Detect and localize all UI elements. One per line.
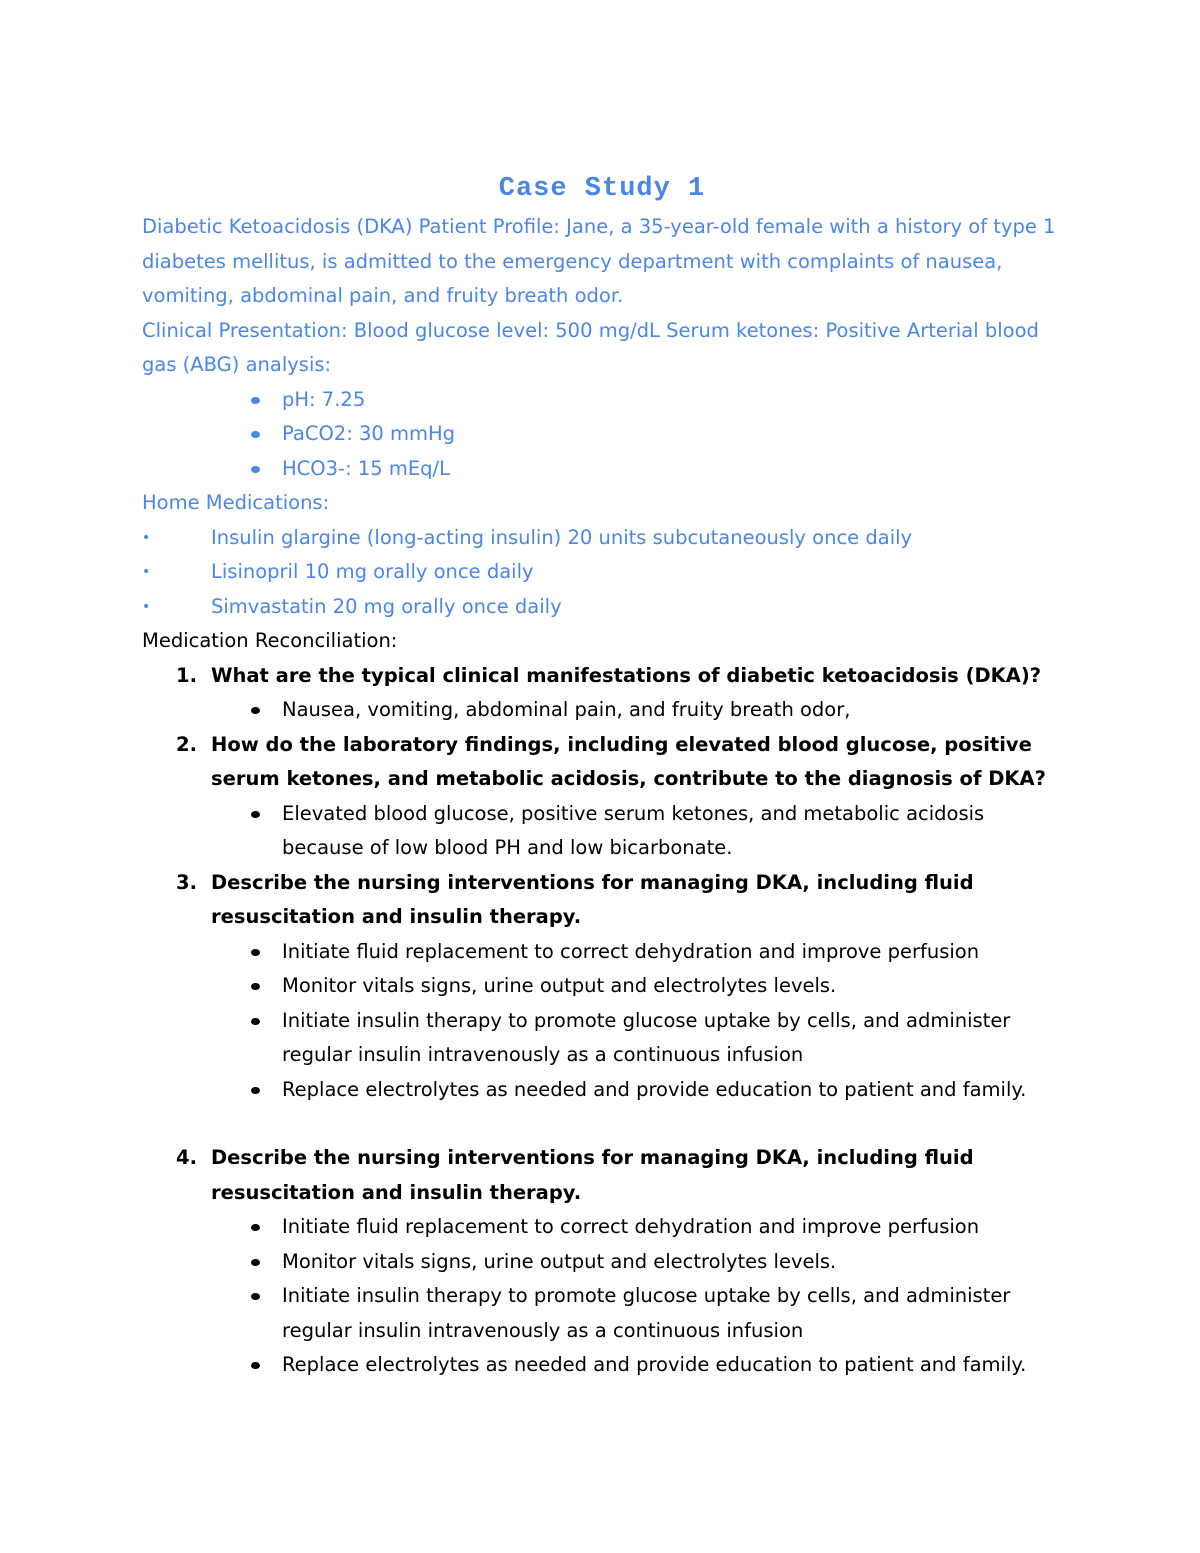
answer-item [211,935,1062,970]
bullet-icon [251,1362,260,1369]
question-number: 2. [176,732,197,756]
medication-text: Simvastatin 20 mg orally once daily [211,594,562,618]
answer-text: Monitor vitals signs, urine output and electrolytes levels. [282,974,837,997]
abg-value: HCO3-: 15 mEq/L [282,456,450,480]
answer-item [211,1004,1062,1073]
bullet-icon [251,466,260,473]
answer-list [211,797,1062,866]
question-item-2 [142,728,1062,866]
patient-profile: Diabetic Ketoacidosis (DKA) Patient Profile: Jane, a 35-year-old female with a history of type 1 diabetes mellitus, is admitted to the emergency department with complaints of nausea, vomiting, abdominal pain, and fruity breath odor. [142,215,1056,307]
bullet-icon [251,1018,260,1025]
answer-text: Replace electrolytes as needed and provide education to patient and family. [282,1353,1027,1376]
abg-value: pH: 7.25 [282,387,366,411]
abg-item [249,417,1062,452]
answer-item [211,969,1062,1004]
medication-item [142,590,1062,625]
answer-text: Replace electrolytes as needed and provide education to patient and family. [282,1077,1027,1101]
question-number: 4. [176,1146,197,1169]
question-item-1 [142,659,1062,728]
medication-text: Lisinopril 10 mg orally once daily [211,560,534,583]
reconciliation-heading: Medication Reconciliation: [142,629,398,652]
question-text: Describe the nursing interventions for managing DKA, including fluid resuscitation and insulin therapy. [211,1146,974,1204]
bullet-icon [251,983,260,990]
answer-list [211,1210,1062,1383]
abg-item [249,383,1062,418]
answer-text: Initiate fluid replacement to correct dehydration and improve perfusion [282,939,980,963]
bullet-icon [251,1224,260,1231]
bullet-icon [251,1087,260,1094]
answer-item [211,1348,1062,1383]
bullet-icon [251,811,260,818]
question-text: Describe the nursing interventions for managing DKA, including fluid resuscitation and insulin therapy. [211,870,974,928]
spacer [211,1107,1062,1141]
question-text: How do the laboratory findings, including elevated blood glucose, positive serum ketones, and metabolic acidosis, contribute to the diagnosis of DKA? [211,732,1046,790]
answer-item [211,1279,1062,1348]
home-medications-list [142,521,1062,625]
question-text: What are the typical clinical manifestations of diabetic ketoacidosis (DKA)? [211,663,1042,687]
question-number: 1. [176,663,197,687]
answer-text: Initiate insulin therapy to promote glucose uptake by cells, and administer regular insulin intravenously as a continuous infusion [282,1008,1011,1066]
answer-item [211,1245,1062,1280]
answer-text: Monitor vitals signs, urine output and electrolytes levels. [282,1249,837,1273]
document-page [142,172,1062,1383]
answer-list [211,693,1062,728]
bullet-icon [251,1259,260,1266]
page-title: Case Study 1 [498,174,706,204]
question-item-3 [142,866,1062,1142]
bullet-icon: • [142,598,151,615]
answer-item [211,797,1062,866]
answer-text: Initiate fluid replacement to correct dehydration and improve perfusion [282,1215,980,1238]
bullet-icon [251,397,260,404]
bullet-icon [251,1293,260,1300]
medication-item [142,555,1062,590]
home-medications-heading: Home Medications: [142,491,330,514]
answer-text: Nausea, vomiting, abdominal pain, and fruity breath odor, [282,698,851,721]
bullet-icon [251,431,260,438]
answer-item [211,1073,1062,1108]
answer-item [211,693,1062,728]
abg-list [142,383,1062,487]
answer-text: Elevated blood glucose, positive serum ketones, and metabolic acidosis because of low blood PH and low bicarbonate. [282,801,985,859]
medication-item [142,521,1062,556]
bullet-icon [251,707,260,714]
bullet-icon [251,949,260,956]
medication-text: Insulin glargine (long-acting insulin) 20 units subcutaneously once daily [211,525,913,549]
answer-item [211,1210,1062,1245]
answer-text: Initiate insulin therapy to promote glucose uptake by cells, and administer regular insulin intravenously as a continuous infusion [282,1284,1011,1342]
abg-value: PaCO2: 30 mmHg [282,422,456,445]
question-number: 3. [176,870,197,894]
abg-item [249,452,1062,487]
clinical-presentation: Clinical Presentation: Blood glucose level: 500 mg/dL Serum ketones: Positive Arterial blood gas (ABG) analysis: [142,318,1039,376]
bullet-icon: • [142,564,151,580]
question-list [142,659,1062,1383]
answer-list [211,935,1062,1108]
question-item-4 [142,1141,1062,1383]
bullet-icon: • [142,529,151,546]
